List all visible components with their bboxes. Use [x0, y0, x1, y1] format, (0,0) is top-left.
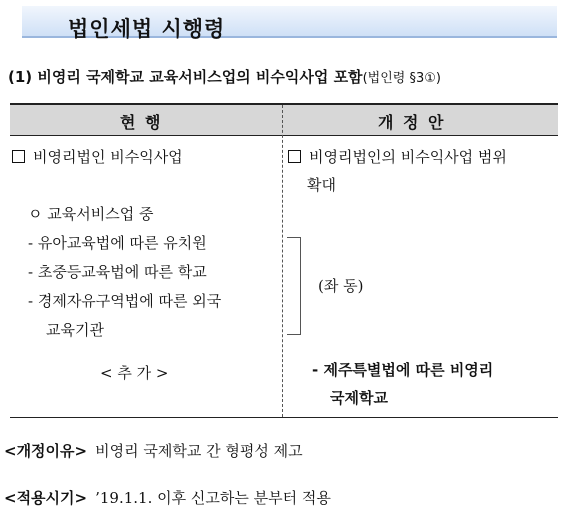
current-list-item: - 경제자유구역법에 따른 외국 [28, 292, 222, 310]
title-band [22, 6, 557, 41]
same-as-left-label: (좌 동) [318, 277, 364, 295]
section-heading [8, 66, 441, 87]
bracket-divider [287, 237, 301, 335]
proposed-new-item: - 제주특별법에 따른 비영리 [312, 361, 494, 379]
section-heading-text: (1) 비영리 국제학교 교육서비스업의 비수익사업 포함 [8, 68, 363, 86]
column-header-current: 현 행 [120, 113, 163, 132]
table-header [10, 105, 558, 136]
add-placeholder-label: < 추 가 > [100, 364, 169, 382]
revision-reason [4, 440, 303, 461]
column-divider [282, 105, 283, 417]
checkbox-icon [12, 150, 25, 163]
law-reference: (법인령 §3①) [362, 71, 441, 86]
effective-date-label: <적용시기> [4, 489, 88, 507]
proposed-item-title-cont: 확대 [307, 176, 336, 194]
checkbox-icon [288, 150, 301, 163]
proposed-new-item-cont: 국제학교 [330, 389, 388, 407]
page-title: 법인세법 시행령 [68, 17, 226, 41]
revision-reason-label: <개정이유> [4, 442, 88, 460]
proposed-item-title: 비영리법인의 비수익사업 범위 [288, 143, 507, 171]
column-header-proposed: 개 정 안 [378, 113, 446, 132]
revision-reason-text: 비영리 국제학교 간 형평성 제고 [95, 442, 303, 460]
current-list-item: - 초중등교육법에 따른 학교 [28, 263, 207, 281]
current-list-item: - 유아교육법에 따른 유치원 [28, 234, 207, 252]
effective-date-text: ’19.1.1. 이후 신고하는 분부터 적용 [95, 489, 331, 507]
current-list-item-continued: 교육기관 [46, 321, 104, 339]
current-sub-heading: ㅇ 교육서비스업 중 [28, 205, 154, 223]
effective-date [4, 487, 331, 508]
current-item-title: 비영리법인 비수익사업 [12, 143, 183, 171]
